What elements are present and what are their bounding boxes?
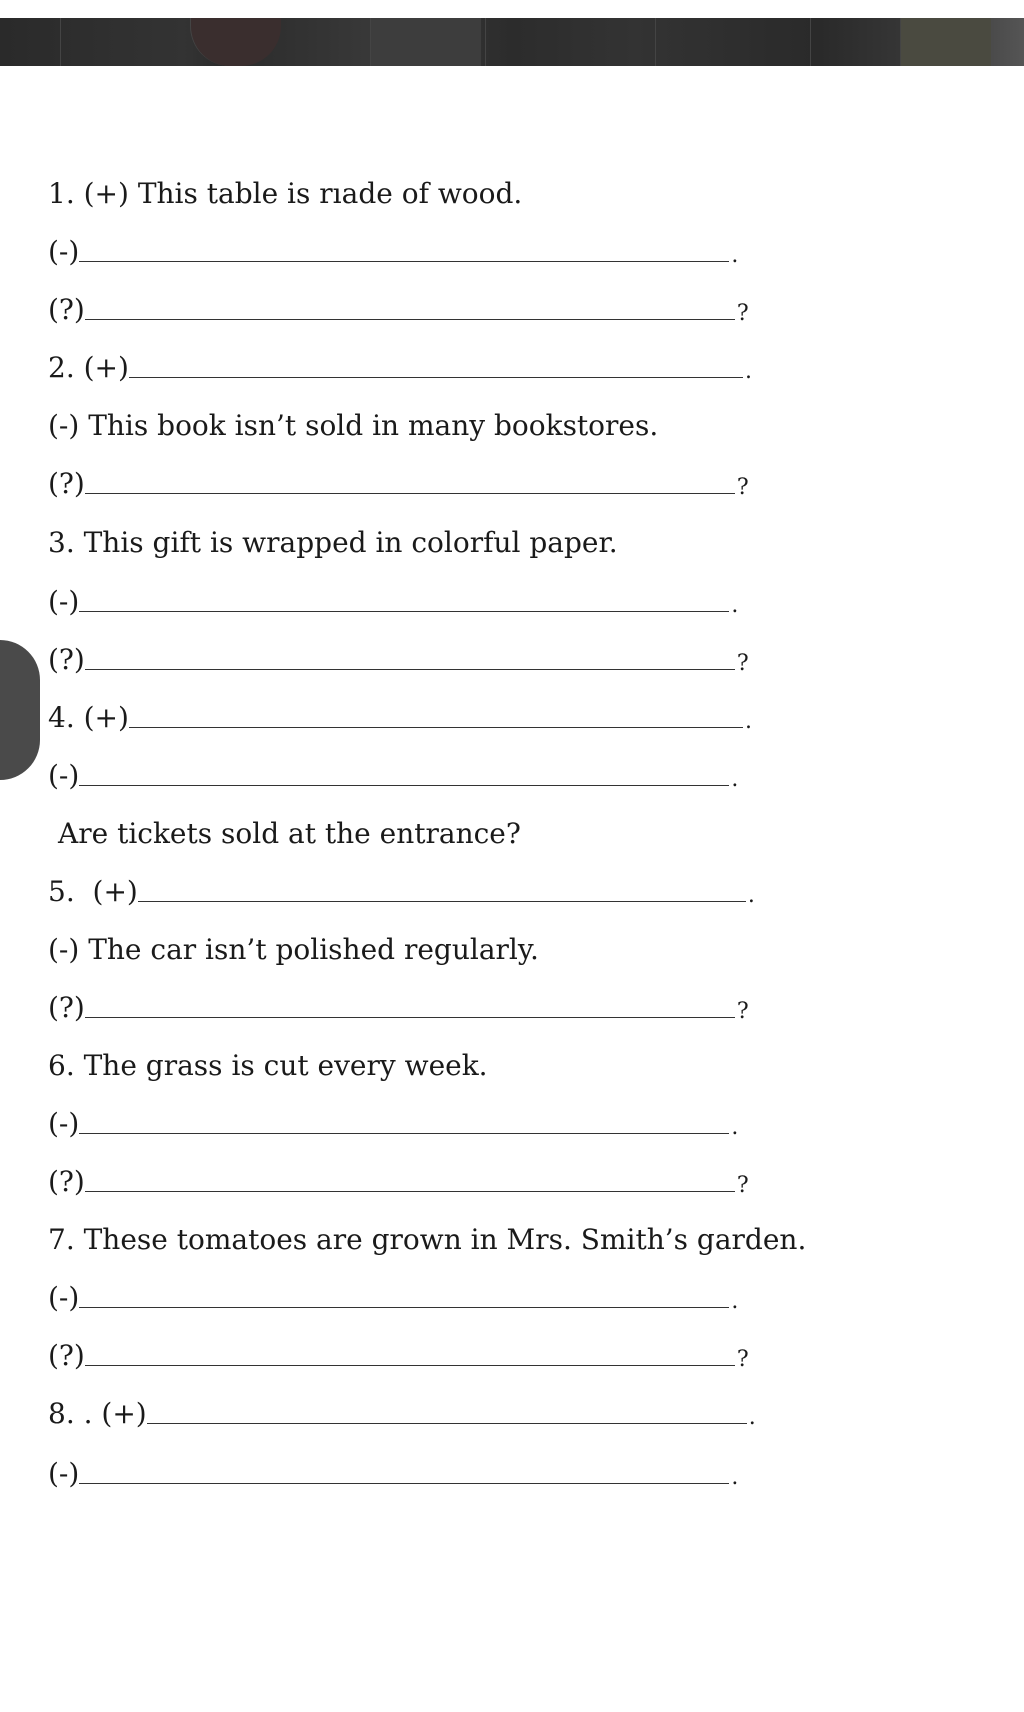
end-punctuation: ? xyxy=(736,1347,749,1372)
line-prefix: (-) xyxy=(48,409,89,442)
end-punctuation: . xyxy=(731,1289,739,1314)
line-prefix: 6. xyxy=(48,1049,84,1082)
line-prefix: (-) xyxy=(48,1281,80,1314)
line-prefix: (?) xyxy=(48,991,85,1024)
line-prefix: 4. (+) xyxy=(48,701,129,734)
answer-blank[interactable] xyxy=(129,347,743,378)
end-punctuation: . xyxy=(731,593,739,618)
exercise-line xyxy=(48,1042,488,1082)
line-prefix: (?) xyxy=(48,467,85,500)
exercise-line xyxy=(48,578,738,618)
exercise-line xyxy=(48,984,749,1024)
answer-blank[interactable] xyxy=(85,463,735,494)
end-punctuation: ? xyxy=(736,301,749,326)
end-punctuation: . xyxy=(731,767,739,792)
exercise-line xyxy=(48,1274,738,1314)
line-prefix: (-) xyxy=(48,235,80,268)
answer-blank[interactable] xyxy=(85,639,735,670)
end-punctuation: . xyxy=(744,709,752,734)
line-prefix: (?) xyxy=(48,1165,85,1198)
exercise-line xyxy=(48,170,522,210)
end-punctuation: . xyxy=(731,1465,739,1490)
given-sentence: The car isn’t polished regularly. xyxy=(88,933,539,966)
line-prefix: 8. . (+) xyxy=(48,1397,147,1430)
answer-blank[interactable] xyxy=(138,871,746,902)
line-prefix: (-) xyxy=(48,933,89,966)
end-punctuation: . xyxy=(731,1115,739,1140)
line-prefix: (-) xyxy=(48,1457,80,1490)
answer-blank[interactable] xyxy=(85,1161,735,1192)
answer-blank[interactable] xyxy=(85,289,735,320)
answer-blank[interactable] xyxy=(79,1103,729,1134)
answer-blank[interactable] xyxy=(85,1335,735,1366)
exercise-line xyxy=(48,1332,749,1372)
end-punctuation: ? xyxy=(736,475,749,500)
line-prefix: (?) xyxy=(48,293,85,326)
exercise-line xyxy=(58,810,521,850)
line-prefix: 5. (+) xyxy=(48,875,138,908)
answer-blank[interactable] xyxy=(85,987,735,1018)
given-sentence: The grass is cut every week. xyxy=(83,1049,488,1082)
answer-blank[interactable] xyxy=(129,697,743,728)
side-scroll-handle[interactable] xyxy=(0,640,40,780)
exercise-line xyxy=(48,228,738,268)
toolbar-divider xyxy=(810,18,811,66)
toolbar-divider xyxy=(485,18,486,66)
exercise-line xyxy=(48,926,539,966)
answer-blank[interactable] xyxy=(147,1393,747,1424)
end-punctuation: . xyxy=(748,1405,756,1430)
answer-blank[interactable] xyxy=(79,755,729,786)
line-prefix: 3. xyxy=(48,526,84,559)
toolbar-thumbnail xyxy=(370,18,481,66)
end-punctuation: ? xyxy=(736,999,749,1024)
toolbar-thumbnail xyxy=(190,18,281,66)
line-prefix: 7. xyxy=(48,1223,84,1256)
line-prefix: (-) xyxy=(48,585,80,618)
toolbar-divider xyxy=(655,18,656,66)
exercise-line xyxy=(48,752,738,792)
toolbar-thumbnail xyxy=(900,18,991,66)
exercise-line xyxy=(48,1100,738,1140)
exercise-line xyxy=(48,460,749,500)
exercise-line xyxy=(48,868,755,908)
toolbar-divider xyxy=(60,18,61,66)
line-prefix: (?) xyxy=(48,1339,85,1372)
answer-blank[interactable] xyxy=(79,1453,729,1484)
end-punctuation: . xyxy=(747,883,755,908)
end-punctuation: ? xyxy=(736,651,749,676)
exercise-line xyxy=(48,402,658,442)
line-prefix: (-) xyxy=(48,1107,80,1140)
line-prefix: 2. (+) xyxy=(48,351,129,384)
end-punctuation: ? xyxy=(736,1173,749,1198)
given-sentence: These tomatoes are grown in Mrs. Smith’s garden. xyxy=(83,1223,807,1256)
answer-blank[interactable] xyxy=(79,1277,729,1308)
exercise-line xyxy=(48,286,749,326)
exercise-line xyxy=(48,1450,738,1490)
given-sentence: This gift is wrapped in colorful paper. xyxy=(83,526,618,559)
line-prefix: (-) xyxy=(48,759,80,792)
answer-blank[interactable] xyxy=(79,581,729,612)
given-sentence: This table is rıade of wood. xyxy=(137,177,523,210)
exercise-line xyxy=(48,519,618,559)
answer-blank[interactable] xyxy=(79,231,729,262)
exercise-line xyxy=(48,636,749,676)
exercise-line xyxy=(48,1216,806,1256)
exercise-line xyxy=(48,344,752,384)
given-sentence: Are tickets sold at the entrance? xyxy=(58,817,521,850)
line-prefix: (?) xyxy=(48,643,85,676)
top-toolbar-strip xyxy=(0,18,1024,66)
given-sentence: This book isn’t sold in many bookstores. xyxy=(88,409,659,442)
end-punctuation: . xyxy=(731,243,739,268)
end-punctuation: . xyxy=(744,359,752,384)
line-prefix: 1. (+) xyxy=(48,177,138,210)
exercise-line xyxy=(48,1158,749,1198)
exercise-line xyxy=(48,1390,756,1430)
exercise-line xyxy=(48,694,752,734)
